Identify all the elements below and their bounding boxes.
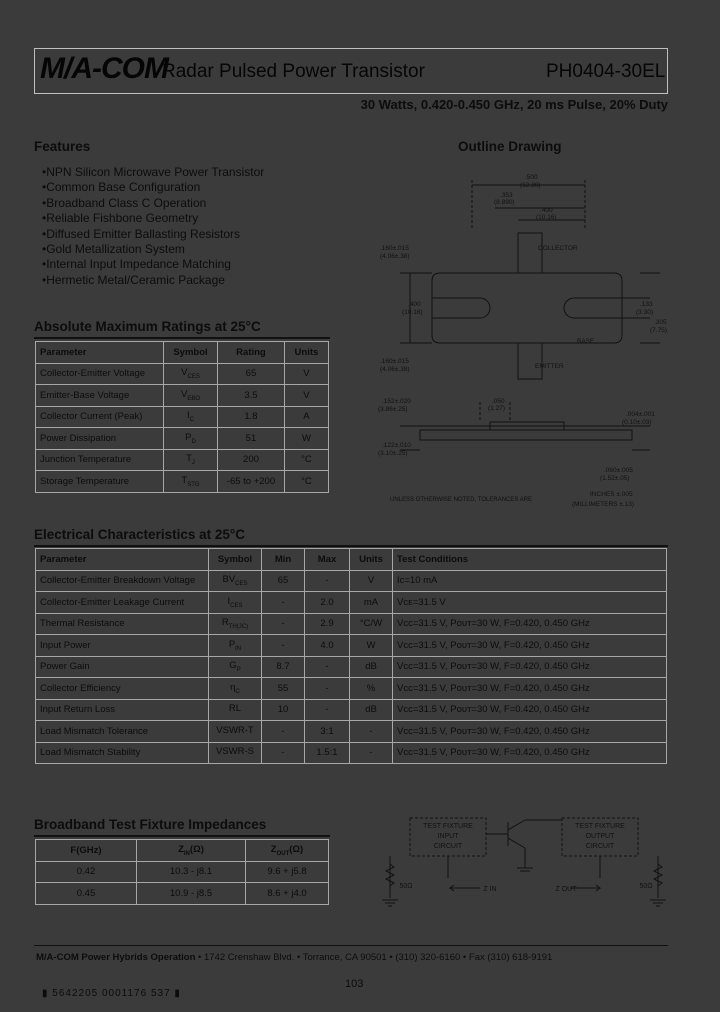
elec-symbol: $G_P$	[209, 656, 262, 678]
dim-353-mm: (8.890)	[494, 199, 515, 206]
abs-max-rule	[34, 337, 330, 339]
elec-max: -	[305, 678, 350, 700]
dim-305: .305	[654, 319, 667, 326]
feature-item: • Diffused Emitter Ballasting Resistors	[42, 227, 264, 242]
abs-max-row	[36, 471, 329, 493]
elec-symbol: $R_{TH(JC)}$	[209, 613, 262, 635]
abs-param: Collector Current (Peak)	[36, 406, 164, 428]
footer-company: M/A-COM Power Hybrids Operation	[36, 952, 196, 963]
elec-min: -	[262, 592, 305, 614]
part-number: PH0404-30EL	[546, 61, 666, 82]
abs-max-table	[35, 341, 329, 493]
elec-header-symbol: Symbol	[209, 549, 262, 571]
dim-500: .500	[525, 174, 538, 181]
abs-units: °C	[284, 471, 328, 493]
mounting-slot-left	[432, 298, 490, 318]
feature-item: • Hermetic Metal/Ceramic Package	[42, 273, 264, 288]
impedance-table	[35, 839, 329, 905]
test-fixture-schematic	[370, 808, 670, 928]
dim-160a-mm: (4.06±.38)	[380, 253, 410, 260]
input-box-line3: CIRCUIT	[433, 843, 463, 850]
zout-label: Z OUT	[555, 886, 577, 893]
abs-param: Junction Temperature	[36, 449, 164, 471]
elec-row	[36, 742, 667, 764]
imp-zin: 10.3 - j8.1	[137, 861, 246, 883]
abs-symbol: $V_{CES}$	[163, 363, 217, 385]
elec-row	[36, 592, 667, 614]
elec-units: -	[350, 721, 393, 743]
elec-header-units: Units	[350, 549, 393, 571]
impedance-title: Broadband Test Fixture Impedances	[34, 817, 267, 832]
flange	[432, 273, 622, 343]
elec-row	[36, 613, 667, 635]
imp-freq: 0.45	[36, 883, 137, 905]
outline-drawing	[360, 160, 690, 520]
base-label: BASE	[577, 338, 595, 345]
impedance-rule	[34, 835, 330, 837]
features-title: Features	[34, 139, 91, 154]
dim-133: .133	[640, 301, 653, 308]
page-number: 103	[345, 978, 364, 990]
feature-item: • Broadband Class C Operation	[42, 196, 264, 211]
footer-address: • 1742 Crenshaw Blvd. • Torrance, CA 90501 • (310) 320-6160 • Fax (310) 618-9191	[198, 952, 553, 963]
abs-header-symbol: Symbol	[163, 342, 217, 364]
dim-122-mm: (3.10±.25)	[378, 450, 408, 457]
feature-item: • Internal Input Impedance Matching	[42, 257, 264, 272]
elec-min: -	[262, 635, 305, 657]
elec-min: 10	[262, 699, 305, 721]
dim-400a-mm: (10.16)	[536, 214, 557, 221]
subtitle: 30 Watts, 0.420-0.450 GHz, 20 ms Pulse, 20% Duty	[360, 97, 668, 112]
dim-160a: .160±.015	[380, 245, 409, 252]
elec-row	[36, 721, 667, 743]
elec-min: -	[262, 613, 305, 635]
dim-004-mm: (0.10±.03)	[622, 419, 652, 426]
elec-param: Load Mismatch Tolerance	[36, 721, 209, 743]
elec-conditions: Vᴄᴄ=31.5 V, Pᴏᴜᴛ=30 W, F=0.420, 0.450 GHz	[393, 635, 667, 657]
abs-units: A	[284, 406, 328, 428]
abs-units: W	[284, 428, 328, 450]
elec-units: dB	[350, 699, 393, 721]
abs-units: °C	[284, 449, 328, 471]
elec-param: Thermal Resistance	[36, 613, 209, 635]
feature-item: • Common Base Configuration	[42, 180, 264, 195]
document-title: Radar Pulsed Power Transistor	[162, 61, 425, 82]
elec-max: -	[305, 656, 350, 678]
elec-units: mA	[350, 592, 393, 614]
imp-zout: 8.6 + j4.0	[246, 883, 329, 905]
elec-min: -	[262, 742, 305, 764]
barcode-number: 5642205 0001176 537	[52, 988, 171, 999]
impedance-row	[36, 883, 329, 905]
imp-header-zin: $Z_{IN}(\Omega)$	[137, 840, 246, 862]
dim-152: .152±.020	[382, 398, 411, 405]
elec-symbol: RL	[209, 699, 262, 721]
dim-060-mm: (1.52±.05)	[600, 475, 630, 482]
abs-header-units: Units	[284, 342, 328, 364]
dim-400b: .400	[408, 301, 421, 308]
abs-max-header-row	[36, 342, 329, 364]
elec-param: Input Power	[36, 635, 209, 657]
elec-max: 1.5:1	[305, 742, 350, 764]
imp-header-freq: F(GHz)	[36, 840, 137, 862]
tolerance-inches: INCHES ±.005	[590, 491, 633, 498]
elec-min: 8.7	[262, 656, 305, 678]
tolerance-mm: (MILLIMETERS ±.13)	[572, 501, 635, 508]
dim-060: .060±.005	[604, 467, 633, 474]
elec-param: Collector-Emitter Leakage Current	[36, 592, 209, 614]
feature-item: • Reliable Fishbone Geometry	[42, 211, 264, 226]
abs-max-title: Absolute Maximum Ratings at 25°C	[34, 319, 261, 334]
elec-max: 4.0	[305, 635, 350, 657]
elec-conditions: Iᴄ=10 mA	[393, 570, 667, 592]
abs-symbol: $I_C$	[163, 406, 217, 428]
dim-050: .050	[492, 398, 505, 405]
elec-conditions: Vᴄᴄ=31.5 V, Pᴏᴜᴛ=30 W, F=0.420, 0.450 GHz	[393, 742, 667, 764]
elec-rule	[34, 545, 668, 547]
elec-param: Load Mismatch Stability	[36, 742, 209, 764]
abs-units: V	[284, 363, 328, 385]
zin-label: Z IN	[483, 886, 497, 893]
dim-152-mm: (3.86±.25)	[378, 406, 408, 413]
elec-symbol: $\eta_C$	[209, 678, 262, 700]
dim-500-mm: (12.80)	[520, 182, 541, 189]
footer	[36, 952, 552, 963]
imp-header-zout: $Z_{OUT}(\Omega)$	[246, 840, 329, 862]
abs-rating: 1.8	[218, 406, 285, 428]
elec-max: 3:1	[305, 721, 350, 743]
output-box-line3: CIRCUIT	[585, 843, 615, 850]
elec-conditions: Vᴄᴄ=31.5 V, Pᴏᴜᴛ=30 W, F=0.420, 0.450 GHz	[393, 656, 667, 678]
abs-rating: 65	[218, 363, 285, 385]
abs-rating: 200	[218, 449, 285, 471]
input-box-line1: TEST FIXTURE	[423, 823, 473, 830]
elec-units: dB	[350, 656, 393, 678]
elec-param: Collector Efficiency	[36, 678, 209, 700]
elec-row	[36, 656, 667, 678]
emitter-lead	[518, 343, 542, 379]
elec-row	[36, 699, 667, 721]
elec-row	[36, 570, 667, 592]
elec-conditions: Vᴄᴄ=31.5 V, Pᴏᴜᴛ=30 W, F=0.420, 0.450 GHz	[393, 699, 667, 721]
abs-header-parameter: Parameter	[36, 342, 164, 364]
side-profile-flange	[420, 430, 632, 440]
resistor-left-label: 50Ω	[399, 883, 413, 890]
output-box-line1: TEST FIXTURE	[575, 823, 625, 830]
dim-160b-mm: (4.06±.38)	[380, 366, 410, 373]
elec-symbol: $BV_{CES}$	[209, 570, 262, 592]
feature-item: • Gold Metallization System	[42, 242, 264, 257]
elec-header-max: Max	[305, 549, 350, 571]
elec-min: -	[262, 721, 305, 743]
abs-rating: -65 to +200	[218, 471, 285, 493]
elec-header-min: Min	[262, 549, 305, 571]
footer-rule	[34, 945, 668, 946]
elec-units: V	[350, 570, 393, 592]
abs-symbol: $T_{STG}$	[163, 471, 217, 493]
elec-row	[36, 678, 667, 700]
mounting-slot-right	[564, 298, 622, 318]
elec-conditions: Vᴄᴄ=31.5 V, Pᴏᴜᴛ=30 W, F=0.420, 0.450 GHz	[393, 721, 667, 743]
elec-min: 65	[262, 570, 305, 592]
impedance-header-row	[36, 840, 329, 862]
zin-arrow	[450, 885, 480, 891]
abs-max-row	[36, 385, 329, 407]
dim-122: .122±.010	[382, 442, 411, 449]
dim-160b: .160±.015	[380, 358, 409, 365]
abs-max-row	[36, 428, 329, 450]
imp-zin: 10.9 - j8.5	[137, 883, 246, 905]
elec-header-row	[36, 549, 667, 571]
features-list	[42, 165, 264, 288]
elec-max: 2.0	[305, 592, 350, 614]
elec-title: Electrical Characteristics at 25°C	[34, 527, 246, 542]
abs-max-row	[36, 406, 329, 428]
input-box-line2: INPUT	[437, 833, 459, 840]
dim-050-mm: (1.27)	[488, 405, 505, 412]
elec-param: Input Return Loss	[36, 699, 209, 721]
elec-symbol: $P_{IN}$	[209, 635, 262, 657]
elec-min: 55	[262, 678, 305, 700]
outline-title: Outline Drawing	[458, 139, 562, 154]
elec-conditions: Vᴄᴇ=31.5 V	[393, 592, 667, 614]
elec-header-parameter: Parameter	[36, 549, 209, 571]
elec-units: W	[350, 635, 393, 657]
company-logo: M/A-COM	[40, 52, 168, 85]
abs-max-row	[36, 363, 329, 385]
imp-zout: 9.6 + j5.8	[246, 861, 329, 883]
elec-symbol: $I_{CES}$	[209, 592, 262, 614]
impedance-row	[36, 861, 329, 883]
elec-units: -	[350, 742, 393, 764]
abs-param: Emitter-Base Voltage	[36, 385, 164, 407]
elec-header-conditions: Test Conditions	[393, 549, 667, 571]
elec-max: -	[305, 699, 350, 721]
elec-param: Power Gain	[36, 656, 209, 678]
elec-symbol: VSWR-S	[209, 742, 262, 764]
elec-row	[36, 635, 667, 657]
elec-symbol: VSWR-T	[209, 721, 262, 743]
abs-symbol: $V_{EBO}$	[163, 385, 217, 407]
abs-symbol: $P_D$	[163, 428, 217, 450]
abs-rating: 51	[218, 428, 285, 450]
elec-param: Collector-Emitter Breakdown Voltage	[36, 570, 209, 592]
collector-lead	[518, 233, 542, 273]
elec-max: -	[305, 570, 350, 592]
dim-133-mm: (3.30)	[636, 309, 653, 316]
elec-units: %	[350, 678, 393, 700]
elec-table	[35, 548, 667, 764]
dim-400a: .400	[540, 207, 553, 214]
elec-conditions: Vᴄᴄ=31.5 V, Pᴏᴜᴛ=30 W, F=0.420, 0.450 GHz	[393, 678, 667, 700]
output-box-line2: OUTPUT	[585, 833, 615, 840]
collector-label: COLLECTOR	[538, 245, 578, 252]
dim-305-mm: (7.75)	[650, 327, 667, 334]
barcode-text: ▮ 5642205 0001176 537 ▮	[42, 988, 181, 999]
abs-param: Collector-Emitter Voltage	[36, 363, 164, 385]
abs-max-row	[36, 449, 329, 471]
imp-freq: 0.42	[36, 861, 137, 883]
abs-param: Power Dissipation	[36, 428, 164, 450]
dim-400b-mm: (10.16)	[402, 309, 423, 316]
feature-item: • NPN Silicon Microwave Power Transistor	[42, 165, 264, 180]
dim-353: .353	[500, 192, 513, 199]
elec-units: °C/W	[350, 613, 393, 635]
tolerance-note: UNLESS OTHERWISE NOTED, TOLERANCES ARE	[390, 497, 533, 503]
abs-symbol: $T_J$	[163, 449, 217, 471]
abs-units: V	[284, 385, 328, 407]
resistor-right-label: 50Ω	[639, 883, 653, 890]
abs-header-rating: Rating	[218, 342, 285, 364]
elec-conditions: Vᴄᴄ=31.5 V, Pᴏᴜᴛ=30 W, F=0.420, 0.450 GHz	[393, 613, 667, 635]
abs-rating: 3.5	[218, 385, 285, 407]
emitter-label: EMITTER	[535, 363, 564, 370]
dim-004: .004±.001	[626, 411, 655, 418]
elec-max: 2.9	[305, 613, 350, 635]
abs-param: Storage Temperature	[36, 471, 164, 493]
